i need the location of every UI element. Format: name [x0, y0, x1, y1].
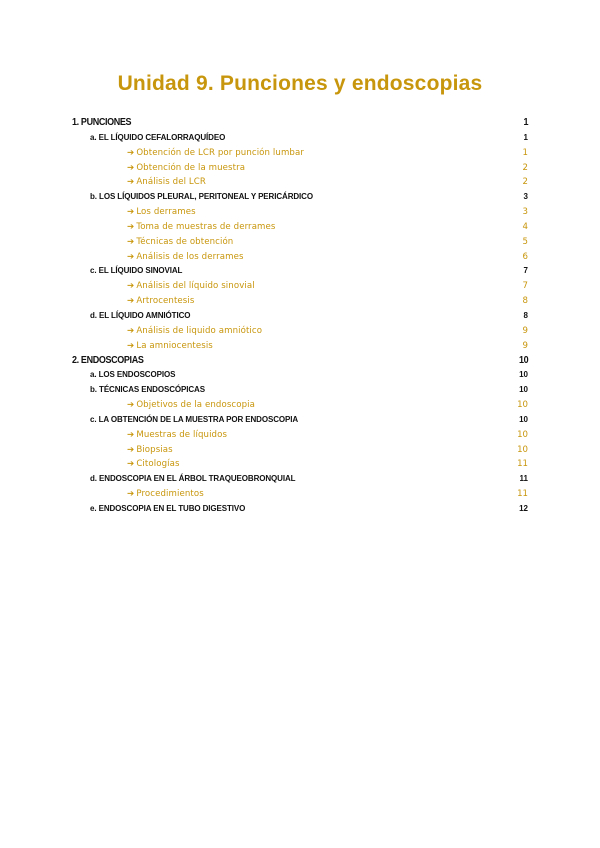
toc-item[interactable]	[72, 175, 528, 190]
toc-page-number: 9	[522, 340, 528, 351]
toc-section[interactable]	[72, 354, 528, 369]
toc-entry-text: Los derrames	[136, 207, 196, 218]
toc-entry-label	[72, 324, 523, 339]
toc-page-number: 7	[522, 281, 528, 292]
arrow-right-icon: ➔	[127, 221, 135, 232]
toc-entry-label	[72, 428, 517, 443]
toc-item[interactable]	[72, 205, 528, 220]
toc-entry-label	[72, 309, 524, 324]
toc-entry-label	[72, 457, 517, 472]
toc-entry-text: Procedimientos	[136, 489, 204, 500]
toc-page-number: 4	[522, 221, 528, 232]
toc-page-number: 12	[519, 503, 528, 513]
toc-subsection[interactable]	[72, 472, 528, 487]
toc-item[interactable]	[72, 487, 528, 502]
arrow-right-icon: ➔	[127, 207, 135, 218]
toc-page-number: 2	[522, 162, 528, 173]
toc-page-number: 8	[522, 296, 528, 307]
toc-entry-label	[72, 368, 519, 383]
toc-page-number: 1	[523, 132, 528, 142]
toc-entry-label	[72, 190, 524, 205]
arrow-right-icon: ➔	[127, 444, 135, 455]
toc-subsection[interactable]	[72, 383, 528, 398]
toc-subsection[interactable]	[72, 131, 528, 146]
toc-page-number: 6	[522, 251, 528, 262]
toc-item[interactable]	[72, 146, 528, 161]
toc-entry-label	[72, 116, 478, 131]
toc-item[interactable]	[72, 457, 528, 472]
toc-entry-text: c. EL LÍQUIDO SINOVIAL	[90, 266, 183, 276]
page-title: Unidad 9. Punciones y endoscopias	[117, 72, 483, 95]
toc-item[interactable]	[72, 324, 528, 339]
toc-section[interactable]	[72, 116, 528, 131]
table-of-contents	[72, 116, 528, 517]
arrow-right-icon: ➔	[127, 296, 135, 307]
toc-subsection[interactable]	[72, 368, 528, 383]
arrow-right-icon: ➔	[127, 281, 135, 292]
arrow-right-icon: ➔	[127, 147, 135, 158]
toc-entry-text: d. ENDOSCOPIA EN EL ÁRBOL TRAQUEOBRONQUIAL	[90, 474, 296, 484]
toc-entry-text: 2. ENDOSCOPIAS	[72, 354, 144, 366]
toc-entry-text: La amniocentesis	[136, 340, 213, 351]
toc-entry-text: Análisis del líquido sinovial	[136, 281, 255, 292]
toc-page-number: 9	[522, 325, 528, 336]
toc-entry-label	[72, 250, 523, 265]
toc-entry-text: b. TÉCNICAS ENDOSCÓPICAS	[90, 385, 205, 395]
toc-entry-label	[72, 161, 523, 176]
toc-page-number: 10	[519, 414, 528, 424]
toc-entry-text: b. LOS LÍQUIDOS PLEURAL, PERITONEAL Y PERICÁRDICO	[90, 192, 313, 202]
arrow-right-icon: ➔	[127, 236, 135, 247]
toc-page-number: 3	[523, 192, 528, 202]
toc-entry-text: c. LA OBTENCIÓN DE LA MUESTRA POR ENDOSCOPIA	[90, 414, 299, 424]
toc-page-number: 1	[522, 147, 528, 158]
toc-subsection[interactable]	[72, 264, 528, 279]
arrow-right-icon: ➔	[127, 400, 135, 411]
arrow-right-icon: ➔	[127, 489, 135, 500]
toc-page-number: 8	[523, 310, 528, 320]
toc-entry-text: Análisis del LCR	[136, 177, 206, 188]
toc-item[interactable]	[72, 294, 528, 309]
toc-item[interactable]	[72, 398, 528, 413]
toc-page-number: 5	[522, 236, 528, 247]
toc-entry-label	[72, 502, 519, 517]
toc-entry-label	[72, 131, 524, 146]
toc-page-number: 10	[519, 385, 528, 395]
arrow-right-icon: ➔	[127, 251, 135, 262]
toc-subsection[interactable]	[72, 413, 528, 428]
toc-entry-text: d. EL LÍQUIDO AMNIÓTICO	[90, 310, 191, 320]
toc-entry-label	[72, 398, 517, 413]
toc-page-number: 2	[522, 177, 528, 188]
arrow-right-icon: ➔	[127, 325, 135, 336]
toc-item[interactable]	[72, 250, 528, 265]
toc-page-number: 10	[517, 400, 528, 411]
toc-entry-label	[72, 339, 523, 354]
toc-entry-text: e. ENDOSCOPIA EN EL TUBO DIGESTIVO	[90, 503, 246, 513]
toc-entry-label	[72, 487, 517, 502]
toc-page-number: 11	[517, 489, 528, 500]
arrow-right-icon: ➔	[127, 429, 135, 440]
toc-page-number: 10	[519, 370, 528, 380]
toc-entry-label	[72, 383, 519, 398]
toc-subsection[interactable]	[72, 502, 528, 517]
toc-entry-label	[72, 264, 524, 279]
toc-page-number: 1	[523, 117, 528, 128]
toc-entry-label	[72, 279, 523, 294]
toc-entry-label	[72, 235, 523, 250]
toc-item[interactable]	[72, 279, 528, 294]
toc-entry-label	[72, 220, 523, 235]
toc-entry-label	[72, 294, 523, 309]
toc-entry-label	[72, 175, 523, 190]
toc-entry-label	[72, 472, 520, 487]
toc-item[interactable]	[72, 220, 528, 235]
arrow-right-icon: ➔	[127, 162, 135, 173]
toc-entry-label	[72, 413, 519, 428]
toc-item[interactable]	[72, 428, 528, 443]
toc-entry-text: Técnicas de obtención	[136, 236, 234, 247]
toc-page-number: 10	[518, 354, 528, 366]
toc-entry-label	[72, 354, 473, 369]
toc-page-number: 7	[523, 266, 528, 276]
toc-page-number: 11	[519, 474, 528, 484]
toc-page-number: 10	[517, 444, 528, 455]
toc-entry-text: Análisis de los derrames	[136, 251, 244, 262]
toc-entry-text: Objetivos de la endoscopia	[136, 400, 255, 411]
toc-item[interactable]	[72, 235, 528, 250]
toc-entry-text: Muestras de líquidos	[136, 429, 228, 440]
toc-entry-text: Obtención de la muestra	[136, 162, 246, 173]
toc-page-number: 10	[517, 429, 528, 440]
toc-entry-label	[72, 146, 523, 161]
toc-item[interactable]	[72, 339, 528, 354]
toc-page-number: 11	[517, 459, 528, 470]
toc-entry-text: Citologías	[136, 459, 180, 470]
toc-entry-label	[72, 205, 523, 220]
toc-entry-text: a. EL LÍQUIDO CEFALORRAQUÍDEO	[90, 132, 226, 142]
toc-entry-text: Análisis de liquido amniótico	[136, 325, 263, 336]
toc-subsection[interactable]	[72, 309, 528, 324]
toc-item[interactable]	[72, 443, 528, 458]
toc-page-number: 3	[522, 207, 528, 218]
toc-entry-text: a. LOS ENDOSCOPIOS	[90, 370, 176, 380]
toc-subsection[interactable]	[72, 190, 528, 205]
toc-item[interactable]	[72, 161, 528, 176]
toc-entry-text: Toma de muestras de derrames	[136, 221, 276, 232]
toc-entry-label	[72, 443, 517, 458]
toc-entry-text: Artrocentesis	[136, 296, 195, 307]
arrow-right-icon: ➔	[127, 459, 135, 470]
toc-entry-text: Biopsias	[136, 444, 173, 455]
toc-entry-text: 1. PUNCIONES	[72, 117, 132, 128]
arrow-right-icon: ➔	[127, 340, 135, 351]
arrow-right-icon: ➔	[127, 177, 135, 188]
toc-entry-text: Obtención de LCR por punción lumbar	[136, 147, 304, 158]
